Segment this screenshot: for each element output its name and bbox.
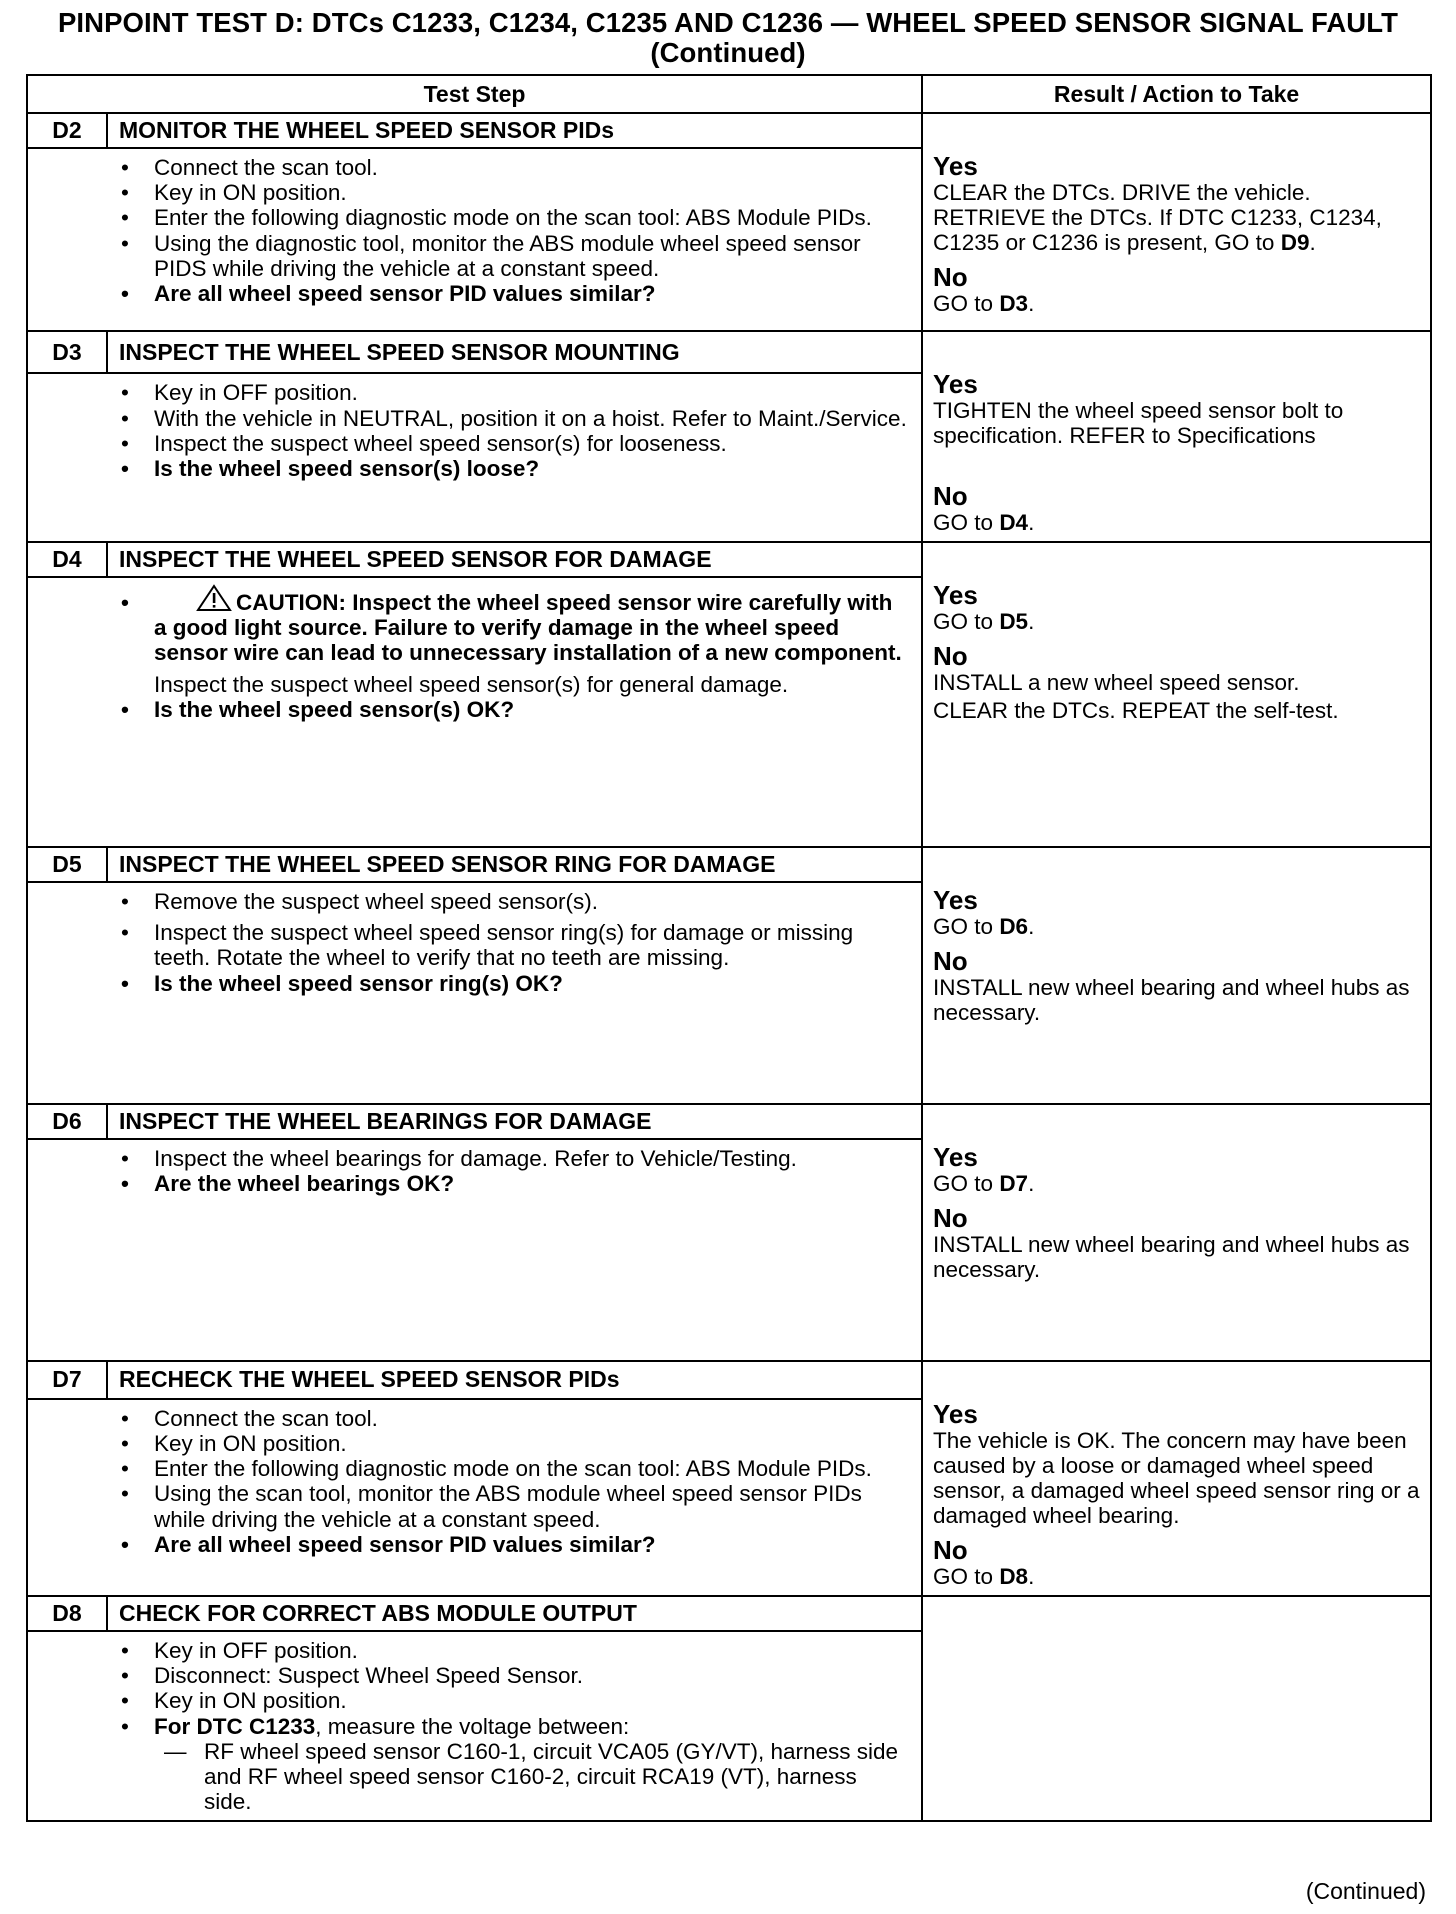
header-test-step: Test Step <box>27 75 922 113</box>
list-item-question: • Are all wheel speed sensor PID values similar? <box>28 281 909 306</box>
step-title: INSPECT THE WHEEL SPEED SENSOR FOR DAMAGE <box>107 542 922 577</box>
step-id: D2 <box>27 113 107 148</box>
step-id: D4 <box>27 542 107 577</box>
list-item: • Key in OFF position. <box>28 380 909 405</box>
step-d8-title-row <box>27 1596 1431 1631</box>
punct: . <box>1028 1171 1035 1196</box>
list-item-question: • Is the wheel speed sensor ring(s) OK? <box>28 971 909 996</box>
list-item-question: • Are the wheel bearings OK? <box>28 1171 909 1196</box>
list-item: • Inspect the suspect wheel speed sensor ring(s) for damage or missing teeth. Rotate the wheel to verify that no teeth are missing. <box>28 920 909 970</box>
step-id: D6 <box>27 1104 107 1139</box>
header-result: Result / Action to Take <box>922 75 1431 113</box>
list-item-caution <box>28 590 909 666</box>
list-item: • Inspect the wheel bearings for damage. Refer to Vehicle/Testing. <box>28 1146 909 1171</box>
yes-label: Yes <box>933 369 978 399</box>
header-row <box>27 75 1431 113</box>
sub-item-text: RF wheel speed sensor C160-1, circuit VCA05 (GY/VT), harness side and RF wheel speed sensor C160-2, circuit RCA19 (VT), harness side. <box>204 1738 899 1815</box>
punct: . <box>1028 291 1035 316</box>
goto-step: D4 <box>999 510 1029 535</box>
step-id: D7 <box>27 1361 107 1399</box>
no-text: GO to <box>933 510 994 535</box>
list-item-question: • Is the wheel speed sensor(s) OK? <box>28 697 909 722</box>
goto-step: D7 <box>999 1171 1029 1196</box>
list-item: • Key in OFF position. <box>28 1638 909 1663</box>
bullet-list <box>28 1146 909 1196</box>
no-text: INSTALL new wheel bearing and wheel hubs as necessary. <box>933 975 1410 1025</box>
list-item: • Key in ON position. <box>28 180 909 205</box>
step-title: MONITOR THE WHEEL SPEED SENSOR PIDs <box>107 113 922 148</box>
step-id: D5 <box>27 847 107 882</box>
yes-text: GO to <box>933 609 994 634</box>
punct: . <box>1028 609 1035 634</box>
step-d3-body <box>27 373 922 542</box>
list-item: • Key in ON position. <box>28 1431 909 1456</box>
step-title: RECHECK THE WHEEL SPEED SENSOR PIDs <box>107 1361 922 1399</box>
list-item: • Connect the scan tool. <box>28 1406 909 1431</box>
step-d7-body <box>27 1399 922 1596</box>
yes-label: Yes <box>933 151 978 181</box>
step-d3-title-row <box>27 331 1431 373</box>
yes-label: Yes <box>933 580 978 610</box>
list-item: • Key in ON position. <box>28 1688 909 1713</box>
punct: . <box>1028 914 1035 939</box>
step-d5-body <box>27 882 922 1104</box>
yes-text: CLEAR the DTCs. DRIVE the vehicle. RETRIEVE the DTCs. If DTC C1233, C1234, C1235 or C1236 is present, GO to <box>933 180 1382 255</box>
step-d2-title-row <box>27 113 1431 148</box>
no-text: INSTALL a new wheel speed sensor. <box>933 670 1300 695</box>
list-item: • With the vehicle in NEUTRAL, position it on a hoist. Refer to Maint./Service. <box>28 406 909 431</box>
title-main: PINPOINT TEST D: DTCs C1233, C1234, C1235 AND C1236 — WHEEL SPEED SENSOR SIGNAL FAULT <box>57 7 1399 38</box>
punct: . <box>1028 510 1035 535</box>
step-d4-body <box>27 577 922 847</box>
step-title: INSPECT THE WHEEL SPEED SENSOR RING FOR DAMAGE <box>107 847 922 882</box>
bullet-list <box>28 1638 909 1814</box>
no-text: GO to <box>933 291 994 316</box>
step-d2-result <box>922 113 1431 331</box>
sub-item <box>154 1739 909 1815</box>
step-d7-result <box>922 1361 1431 1596</box>
step-d4-result <box>922 542 1431 847</box>
list-item: • Using the scan tool, monitor the ABS module wheel speed sensor PIDs while driving the vehicle at a constant speed. <box>28 1481 909 1531</box>
pinpoint-test-table <box>26 74 1432 1822</box>
list-item: • Enter the following diagnostic mode on the scan tool: ABS Module PIDs. <box>28 1456 909 1481</box>
dash: — <box>164 1738 187 1764</box>
goto-step: D3 <box>999 291 1029 316</box>
yes-text: GO to <box>933 914 994 939</box>
no-label: No <box>933 262 968 292</box>
list-item-dtc <box>28 1714 909 1815</box>
page-title <box>0 8 1456 68</box>
punct: . <box>1028 1564 1035 1589</box>
step-title: CHECK FOR CORRECT ABS MODULE OUTPUT <box>107 1596 922 1631</box>
yes-label: Yes <box>933 1142 978 1172</box>
goto-step: D5 <box>999 609 1029 634</box>
dtc-suffix: , measure the voltage between: <box>315 1713 630 1739</box>
title-continued: (Continued) <box>650 37 806 68</box>
step-title: INSPECT THE WHEEL BEARINGS FOR DAMAGE <box>107 1104 922 1139</box>
step-d5-title-row <box>27 847 1431 882</box>
no-text: GO to <box>933 1564 994 1589</box>
no-text: INSTALL new wheel bearing and wheel hubs as necessary. <box>933 1232 1410 1282</box>
no-label: No <box>933 1535 968 1565</box>
step-title: INSPECT THE WHEEL SPEED SENSOR MOUNTING <box>107 331 922 373</box>
goto-step: D6 <box>999 914 1029 939</box>
step-d2-body <box>27 148 922 331</box>
no-text: CLEAR the DTCs. REPEAT the self-test. <box>933 698 1339 723</box>
list-item: Inspect the suspect wheel speed sensor(s) for general damage. <box>154 671 789 697</box>
step-d7-title-row <box>27 1361 1431 1399</box>
no-label: No <box>933 1203 968 1233</box>
step-id: D3 <box>27 331 107 373</box>
list-item: • Remove the suspect wheel speed sensor(s). <box>28 889 909 914</box>
yes-text: GO to <box>933 1171 994 1196</box>
step-d6-body <box>27 1139 922 1361</box>
no-label: No <box>933 641 968 671</box>
step-d8-result <box>922 1596 1431 1821</box>
step-d6-result <box>922 1104 1431 1361</box>
yes-label: Yes <box>933 1399 978 1429</box>
yes-label: Yes <box>933 885 978 915</box>
yes-text: The vehicle is OK. The concern may have been caused by a loose or damaged wheel speed sensor, a damaged wheel speed sensor ring or a damaged wheel bearing. <box>933 1428 1420 1528</box>
step-d8-body <box>27 1631 922 1821</box>
list-item: • Connect the scan tool. <box>28 155 909 180</box>
caution-icon <box>196 584 232 617</box>
no-label: No <box>933 946 968 976</box>
goto-step: D9 <box>1280 230 1310 255</box>
list-item-question: • Are all wheel speed sensor PID values similar? <box>28 1532 909 1557</box>
step-d5-result <box>922 847 1431 1104</box>
list-item: • Enter the following diagnostic mode on the scan tool: ABS Module PIDs. <box>28 205 909 230</box>
list-item: • Using the diagnostic tool, monitor the ABS module wheel speed sensor PIDS while driving the vehicle at a constant speed. <box>28 231 909 281</box>
list-item: • Disconnect: Suspect Wheel Speed Sensor. <box>28 1663 909 1688</box>
step-d6-title-row <box>27 1104 1431 1139</box>
bullet-list <box>28 590 909 722</box>
no-label: No <box>933 481 968 511</box>
step-d4-title-row <box>27 542 1431 577</box>
footer-continued: (Continued) <box>1305 1878 1426 1904</box>
step-d3-result <box>922 331 1431 542</box>
list-item: • Inspect the suspect wheel speed sensor(s) for looseness. <box>28 431 909 456</box>
step-id: D8 <box>27 1596 107 1631</box>
list-item-question: • Is the wheel speed sensor(s) loose? <box>28 456 909 481</box>
bullet-list <box>28 155 909 306</box>
goto-step: D8 <box>999 1564 1029 1589</box>
bullet-list <box>28 380 909 481</box>
yes-text: TIGHTEN the wheel speed sensor bolt to specification. REFER to Specifications <box>933 398 1344 448</box>
bullet-list <box>28 1406 909 1557</box>
caution-text: CAUTION: Inspect the wheel speed sensor wire carefully with a good light source. Failure to verify damage in the wheel speed sensor wire can lead to unnecessary installation of a new component. <box>154 590 902 666</box>
punct: . <box>1309 230 1316 255</box>
bullet-list <box>28 889 909 996</box>
dtc-prefix: For DTC C1233 <box>154 1713 316 1739</box>
